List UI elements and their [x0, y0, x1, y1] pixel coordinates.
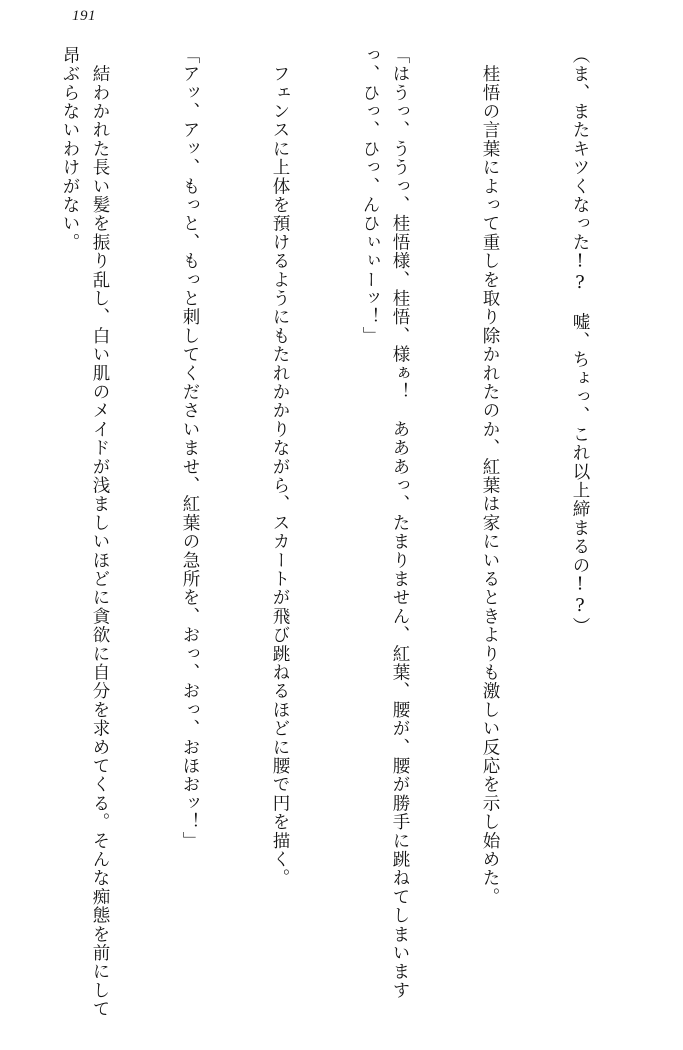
- paragraph: 結わかれた長い髪を振り乱し、白い肌のメイドが浅ましいほどに貪欲に自分を求めてくる。そんな痴態を前にして昂ぶらないわけがない。: [60, 46, 110, 1019]
- paragraph: （ま、またキツくなった!? 嘘、ちょっ、これ以上締まるの!?）: [570, 46, 590, 636]
- paragraph: フェンスに上体を預けるようにもたれかかりながら、スカートが飛び跳ねるほどに腰で円を描く。: [270, 46, 290, 888]
- page-body-text: [30, 46, 655, 1026]
- paragraph: 「はうっ、ううっ、桂悟様、桂悟、様ぁ！ あああっ、たまりません、紅葉、腰が、腰が勝手に跳ねてしまいますっ、ひっ、ひっ、んひぃぃーッ！」: [360, 46, 410, 1000]
- paragraph: 「アッ、アッ、もっと、もっと刺してくださいませ、紅葉の急所を、おっ、おっ、おほおッ！」: [180, 46, 200, 851]
- paragraph: 桂悟の言葉によって重しを取り除かれたのか、紅葉は家にいるときよりも激しい反応を示し始めた。: [480, 46, 500, 907]
- page-number: 191: [72, 8, 96, 24]
